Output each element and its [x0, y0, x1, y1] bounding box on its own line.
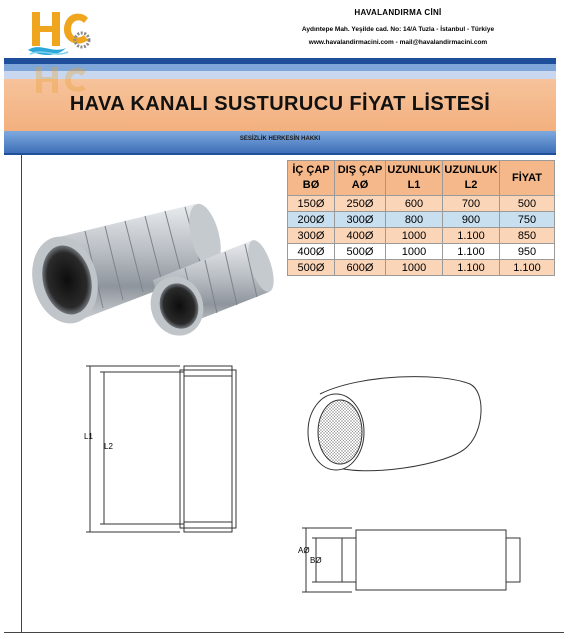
- col-price: FİYAT: [500, 161, 555, 196]
- company-address: Aydıntepe Mah. Yeşilde cad. No: 14/A Tuzla - İstanbul - Türkiye: [301, 26, 495, 33]
- label-l1: L1: [84, 432, 93, 441]
- title-band: [4, 79, 556, 131]
- table-row: [288, 228, 555, 244]
- table-cell: 1.100: [443, 244, 500, 260]
- page-subtitle: SESİZLİK HERKESİN HAKKI: [239, 136, 321, 142]
- table-cell: 600: [386, 196, 443, 212]
- table-cell: 1.100: [443, 260, 500, 276]
- company-web-mail: www.havalandirmacini.com - mail@havalandirmacini.com: [308, 39, 488, 46]
- frame-bottom-border: [4, 632, 564, 633]
- frame-left-border: [21, 155, 22, 633]
- table-cell: 150Ø: [288, 196, 335, 212]
- table-cell: 750: [500, 212, 555, 228]
- table-cell: 800: [386, 212, 443, 228]
- table-cell: 1000: [386, 260, 443, 276]
- table-cell: 300Ø: [335, 212, 386, 228]
- col-inner-diameter: İÇ ÇAP BØ: [288, 161, 335, 196]
- perspective-drawing: [300, 370, 490, 480]
- table-cell: 400Ø: [288, 244, 335, 260]
- label-outer-diameter: AØ: [298, 546, 310, 555]
- silencer-product-photo: [25, 196, 287, 336]
- table-cell: 950: [500, 244, 555, 260]
- table-cell: 700: [443, 196, 500, 212]
- page-header: [0, 0, 569, 60]
- table-cell: 400Ø: [335, 228, 386, 244]
- subtitle-band: [4, 131, 556, 153]
- col-length-l1: UZUNLUK L1: [386, 161, 443, 196]
- table-cell: 500: [500, 196, 555, 212]
- table-cell: 900: [443, 212, 500, 228]
- page-title: HAVA KANALI SUSTURUCU FİYAT LİSTESİ: [69, 93, 491, 115]
- table-cell: 250Ø: [335, 196, 386, 212]
- label-l2: L2: [104, 442, 113, 451]
- col-outer-diameter: DIŞ ÇAP AØ: [335, 161, 386, 196]
- company-info: [230, 8, 566, 46]
- table-cell: 300Ø: [288, 228, 335, 244]
- subtitle-underline: [4, 153, 556, 155]
- table-cell: 850: [500, 228, 555, 244]
- table-cell: 600Ø: [335, 260, 386, 276]
- table-cell: 500Ø: [335, 244, 386, 260]
- company-logo: [26, 8, 98, 58]
- table-cell: 1.100: [443, 228, 500, 244]
- table-cell: 200Ø: [288, 212, 335, 228]
- front-dimension-drawing: [292, 520, 528, 600]
- table-cell: 1.100: [500, 260, 555, 276]
- label-inner-diameter: BØ: [310, 556, 322, 565]
- table-cell: 500Ø: [288, 260, 335, 276]
- company-name: HAVALANDIRMA CİNİ: [354, 8, 442, 17]
- table-row: [288, 212, 555, 228]
- col-length-l2: UZUNLUK L2: [443, 161, 500, 196]
- price-table: [287, 160, 555, 276]
- table-cell: 1000: [386, 228, 443, 244]
- table-row: [288, 196, 555, 212]
- table-cell: 1000: [386, 244, 443, 260]
- table-row: [288, 260, 555, 276]
- price-table-header: [288, 161, 555, 196]
- table-row: [288, 244, 555, 260]
